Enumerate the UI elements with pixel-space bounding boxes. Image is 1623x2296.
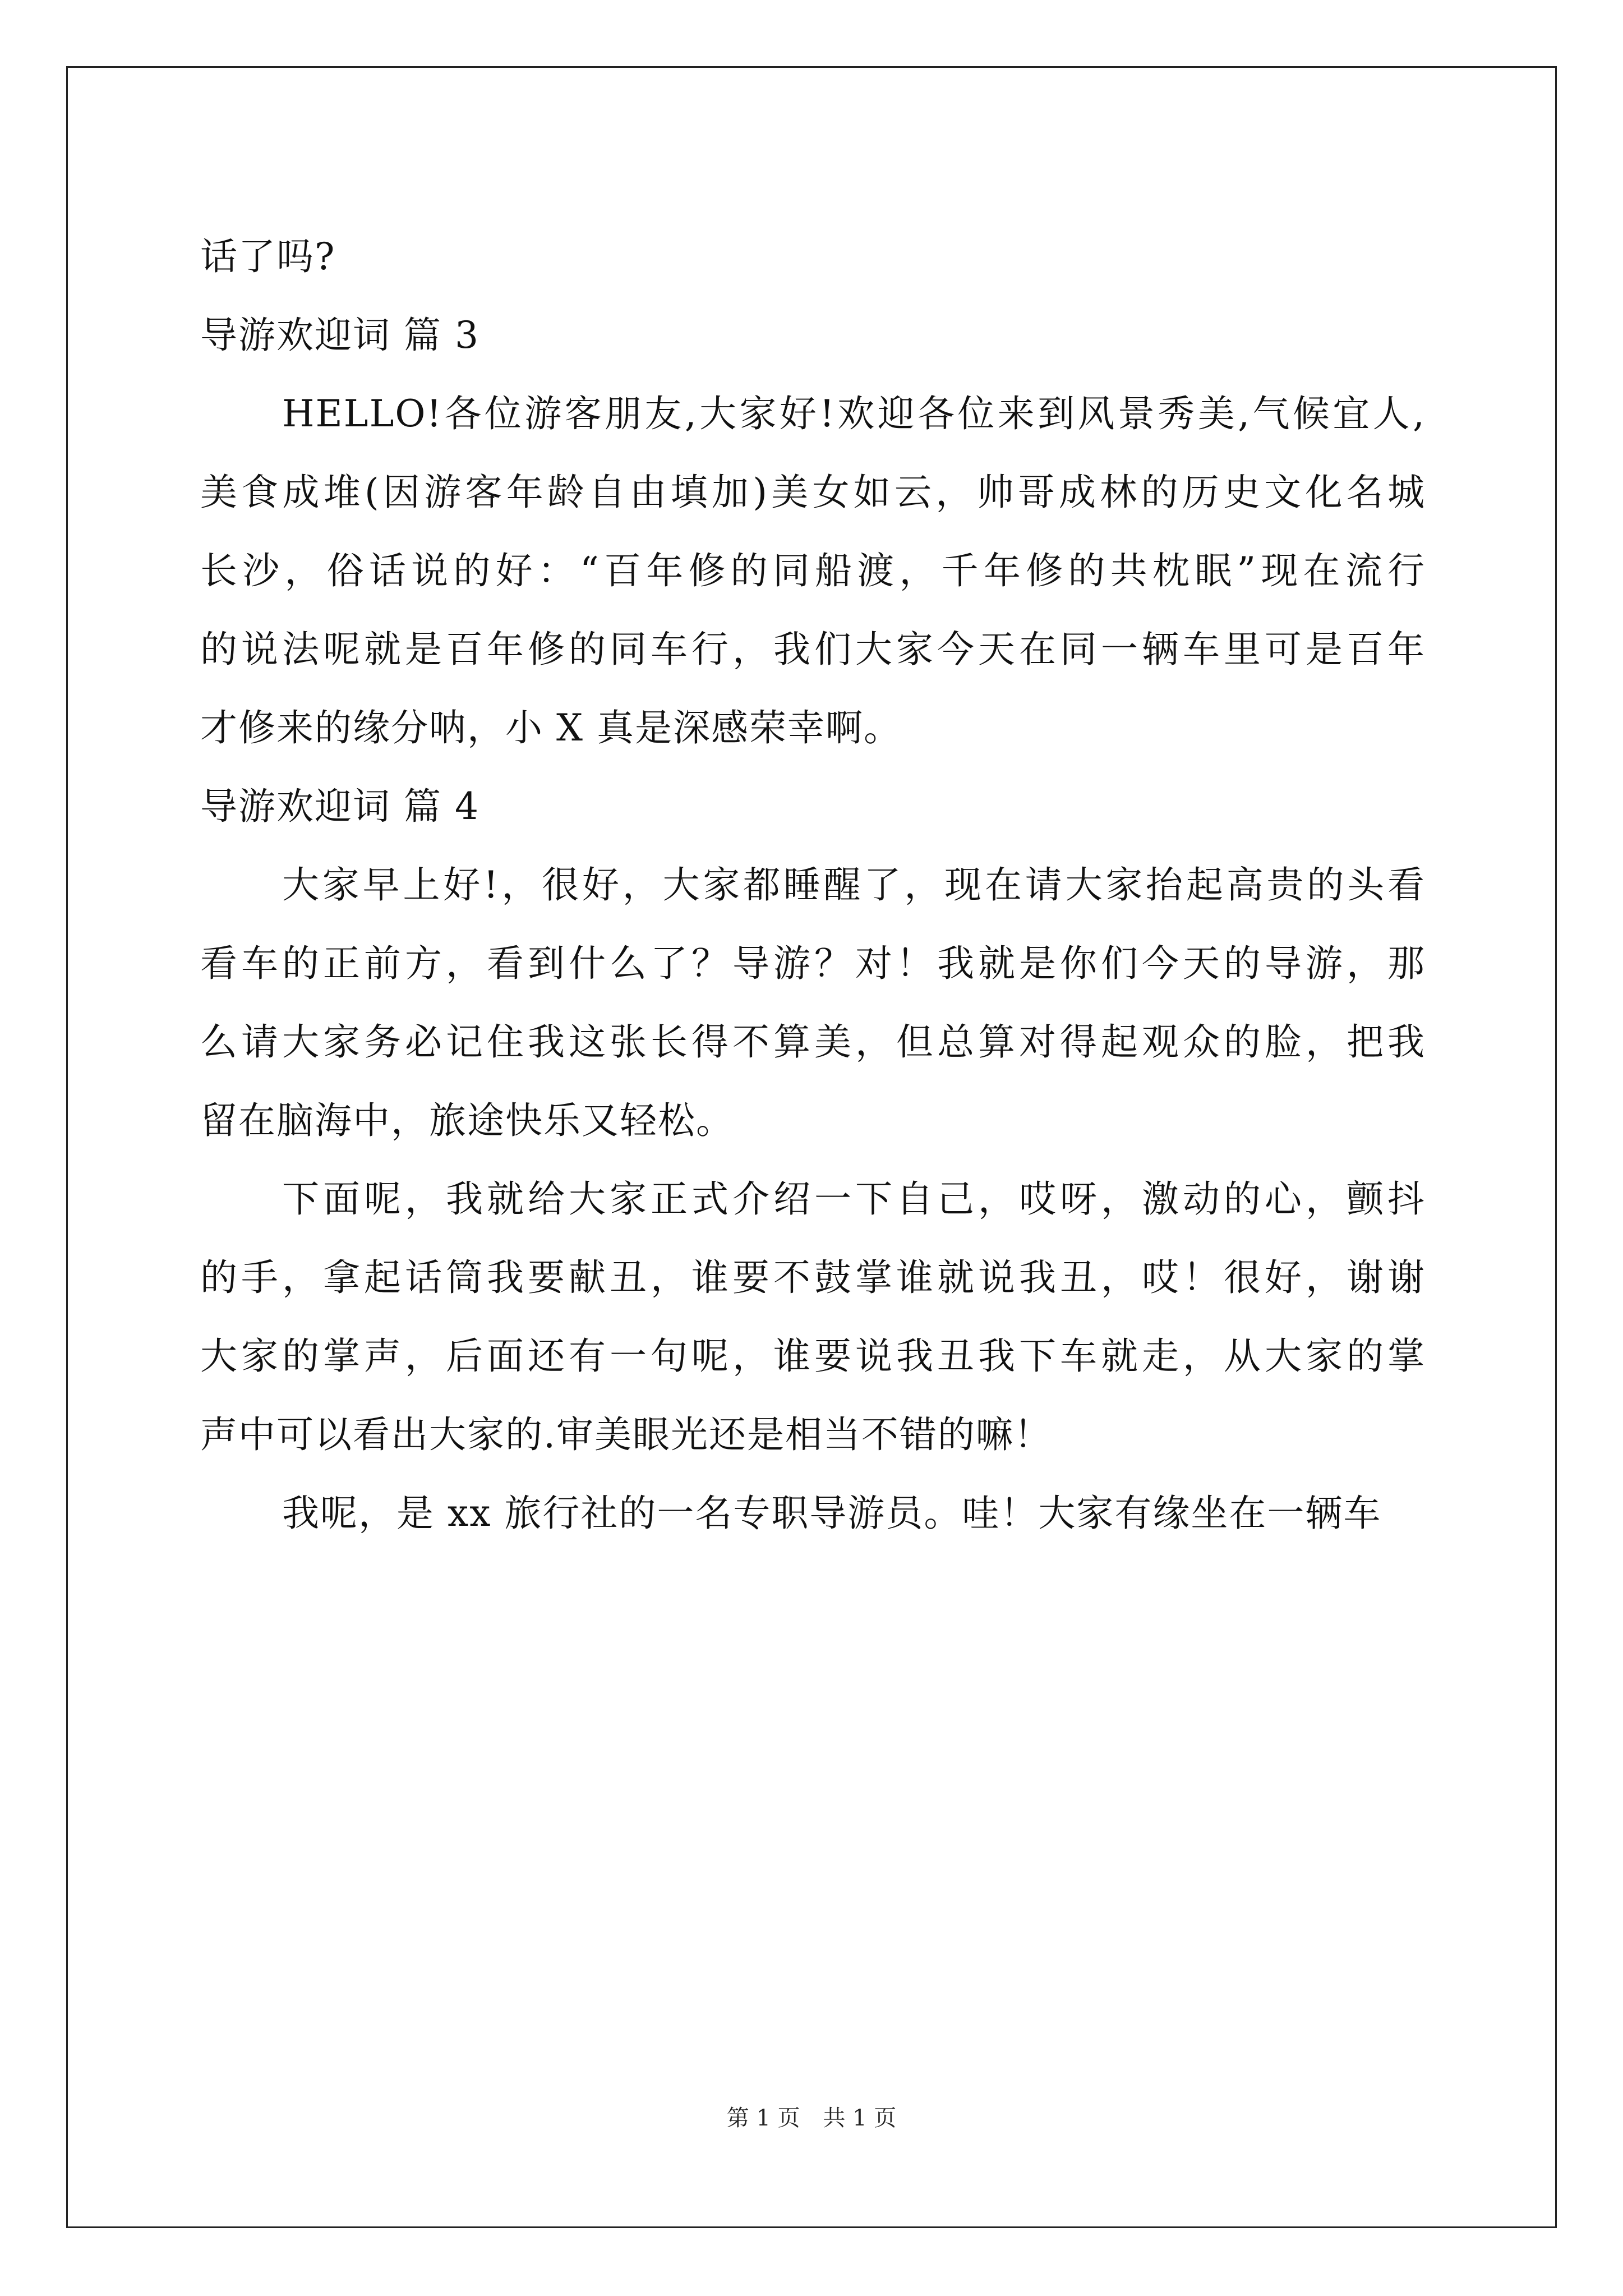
paragraph-line: 我呢，是 xx 旅行社的一名专职导游员。哇！大家有缘坐在一辆车 (282, 1492, 1382, 1535)
page-total: 共 1 页 (823, 2105, 897, 2131)
section-heading-3: 导游欢迎词 篇 3 (200, 314, 479, 357)
paragraph-line: 大家的掌声，后面还有一句呢，谁要说我丑我下车就走，从大家的掌 (200, 1335, 1426, 1378)
paragraph-line: 看车的正前方，看到什么了？导游？对！我就是你们今天的导游，那 (200, 942, 1426, 985)
section-heading-4: 导游欢迎词 篇 4 (200, 785, 479, 828)
paragraph-line: 的说法呢就是百年修的同车行，我们大家今天在同一辆车里可是百年 (200, 628, 1426, 671)
section4-paragraph-2 (200, 1160, 1426, 1474)
paragraph-line: 留在脑海中，旅途快乐又轻松。 (200, 1099, 734, 1142)
paragraph-line: 才修来的缘分呐，小 X 真是深感荣幸啊。 (200, 706, 902, 749)
page-number: 第 1 页 (726, 2105, 800, 2131)
continuation-text: 话了吗? (200, 235, 336, 278)
section4-paragraph-1 (200, 846, 1426, 1160)
paragraph-line: 美食成堆(因游客年龄自由填加)美女如云，帅哥成林的历史文化名城 (200, 471, 1426, 514)
paragraph-line: 下面呢，我就给大家正式介绍一下自己，哎呀，激动的心，颤抖 (282, 1177, 1426, 1221)
page-footer (0, 2100, 1623, 2132)
section3-paragraph-1 (200, 375, 1426, 767)
paragraph-line: HELLO!各位游客朋友,大家好!欢迎各位来到风景秀美,气候宜人, (282, 392, 1426, 435)
paragraph-line: 大家早上好!，很好，大家都睡醒了，现在请大家抬起高贵的头看 (282, 863, 1426, 907)
paragraph-line: 长沙，俗话说的好：“百年修的同船渡，千年修的共枕眠”现在流行 (200, 549, 1426, 592)
paragraph-line: 的手，拿起话筒我要献丑，谁要不鼓掌谁就说我丑，哎！很好，谢谢 (200, 1256, 1426, 1299)
document-body (200, 218, 1426, 1553)
paragraph-line: 么请大家务必记住我这张长得不算美，但总算对得起观众的脸，把我 (200, 1020, 1426, 1064)
section4-paragraph-3 (200, 1474, 1426, 1553)
paragraph-line: 声中可以看出大家的.审美眼光还是相当不错的嘛！ (200, 1413, 1052, 1456)
